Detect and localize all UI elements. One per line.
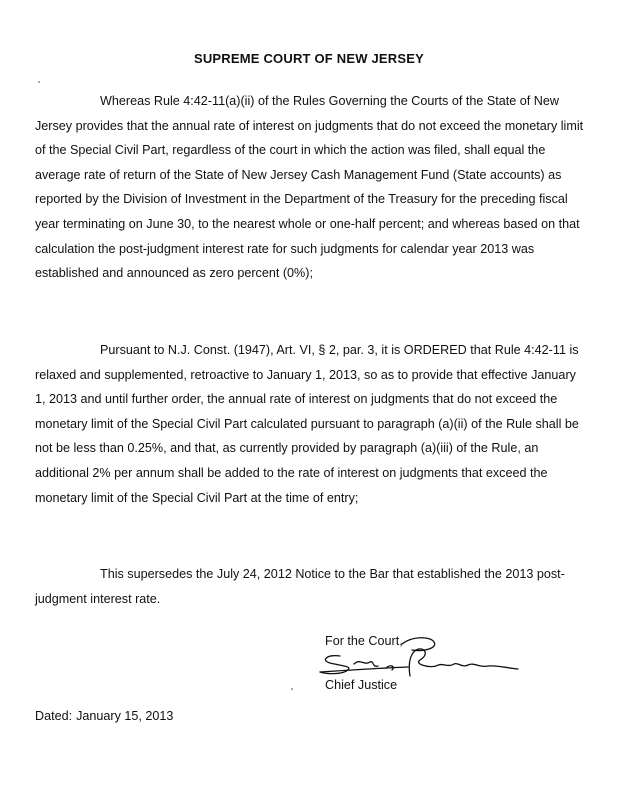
paragraph-ordered-text: Pursuant to N.J. Const. (1947), Art. VI, § 2, par. 3, it is ORDERED that Rule 4:42-11 is relaxed and supplemented, retroactive to January 1, 2013, so as to provide that effective January 1, 2013 and until further order, the annual rate of interest on judgments that do not exceed the monetary limit of the Special Civil Part calculated pursuant to paragraph (a)(ii) of the Rule shall be not be less than 0.25%, and that, as currently provided by paragraph (a)(iii) of the Rule, an additional 2% per annum shall be added to the rate of interest on judgments that exceed the monetary limit of the Special Civil Part at the time of entry; bbox=[35, 343, 579, 505]
handwritten-signature bbox=[312, 632, 522, 682]
paragraph-ordered bbox=[35, 338, 585, 510]
scan-speck bbox=[38, 81, 40, 83]
signature-title: Chief Justice bbox=[325, 678, 398, 692]
paragraph-whereas bbox=[35, 89, 585, 286]
paragraph-whereas-text: Whereas Rule 4:42-11(a)(ii) of the Rules Governing the Courts of the State of New Jersey provides that the annual rate of interest on judgments that do not exceed the monetary limit of the Special Civil Part, regardless of the court in which the action was filed, shall equal the average rate of return of the State of New Jersey Cash Management Fund (State accounts) as reported by the Division of Investment in the Department of the Treasury for the preceding fiscal year terminating on June 30, to the nearest whole or one-half percent; and whereas based on that calculation the post-judgment interest rate for such judgments for calendar year 2013 was established and announced as zero percent (0%); bbox=[35, 94, 584, 281]
paragraph-supersedes bbox=[35, 562, 585, 611]
scan-speck bbox=[291, 688, 293, 690]
document-title: SUPREME COURT OF NEW JERSEY bbox=[193, 51, 425, 66]
dated-line bbox=[35, 709, 173, 723]
paragraph-supersedes-text: This supersedes the July 24, 2012 Notice to the Bar that established the 2013 post-judgment interest rate. bbox=[35, 567, 565, 606]
dated-label: Dated: bbox=[35, 709, 73, 723]
signature-for-line: For the Court, bbox=[325, 634, 403, 648]
dated-value: January 15, 2013 bbox=[76, 709, 174, 723]
